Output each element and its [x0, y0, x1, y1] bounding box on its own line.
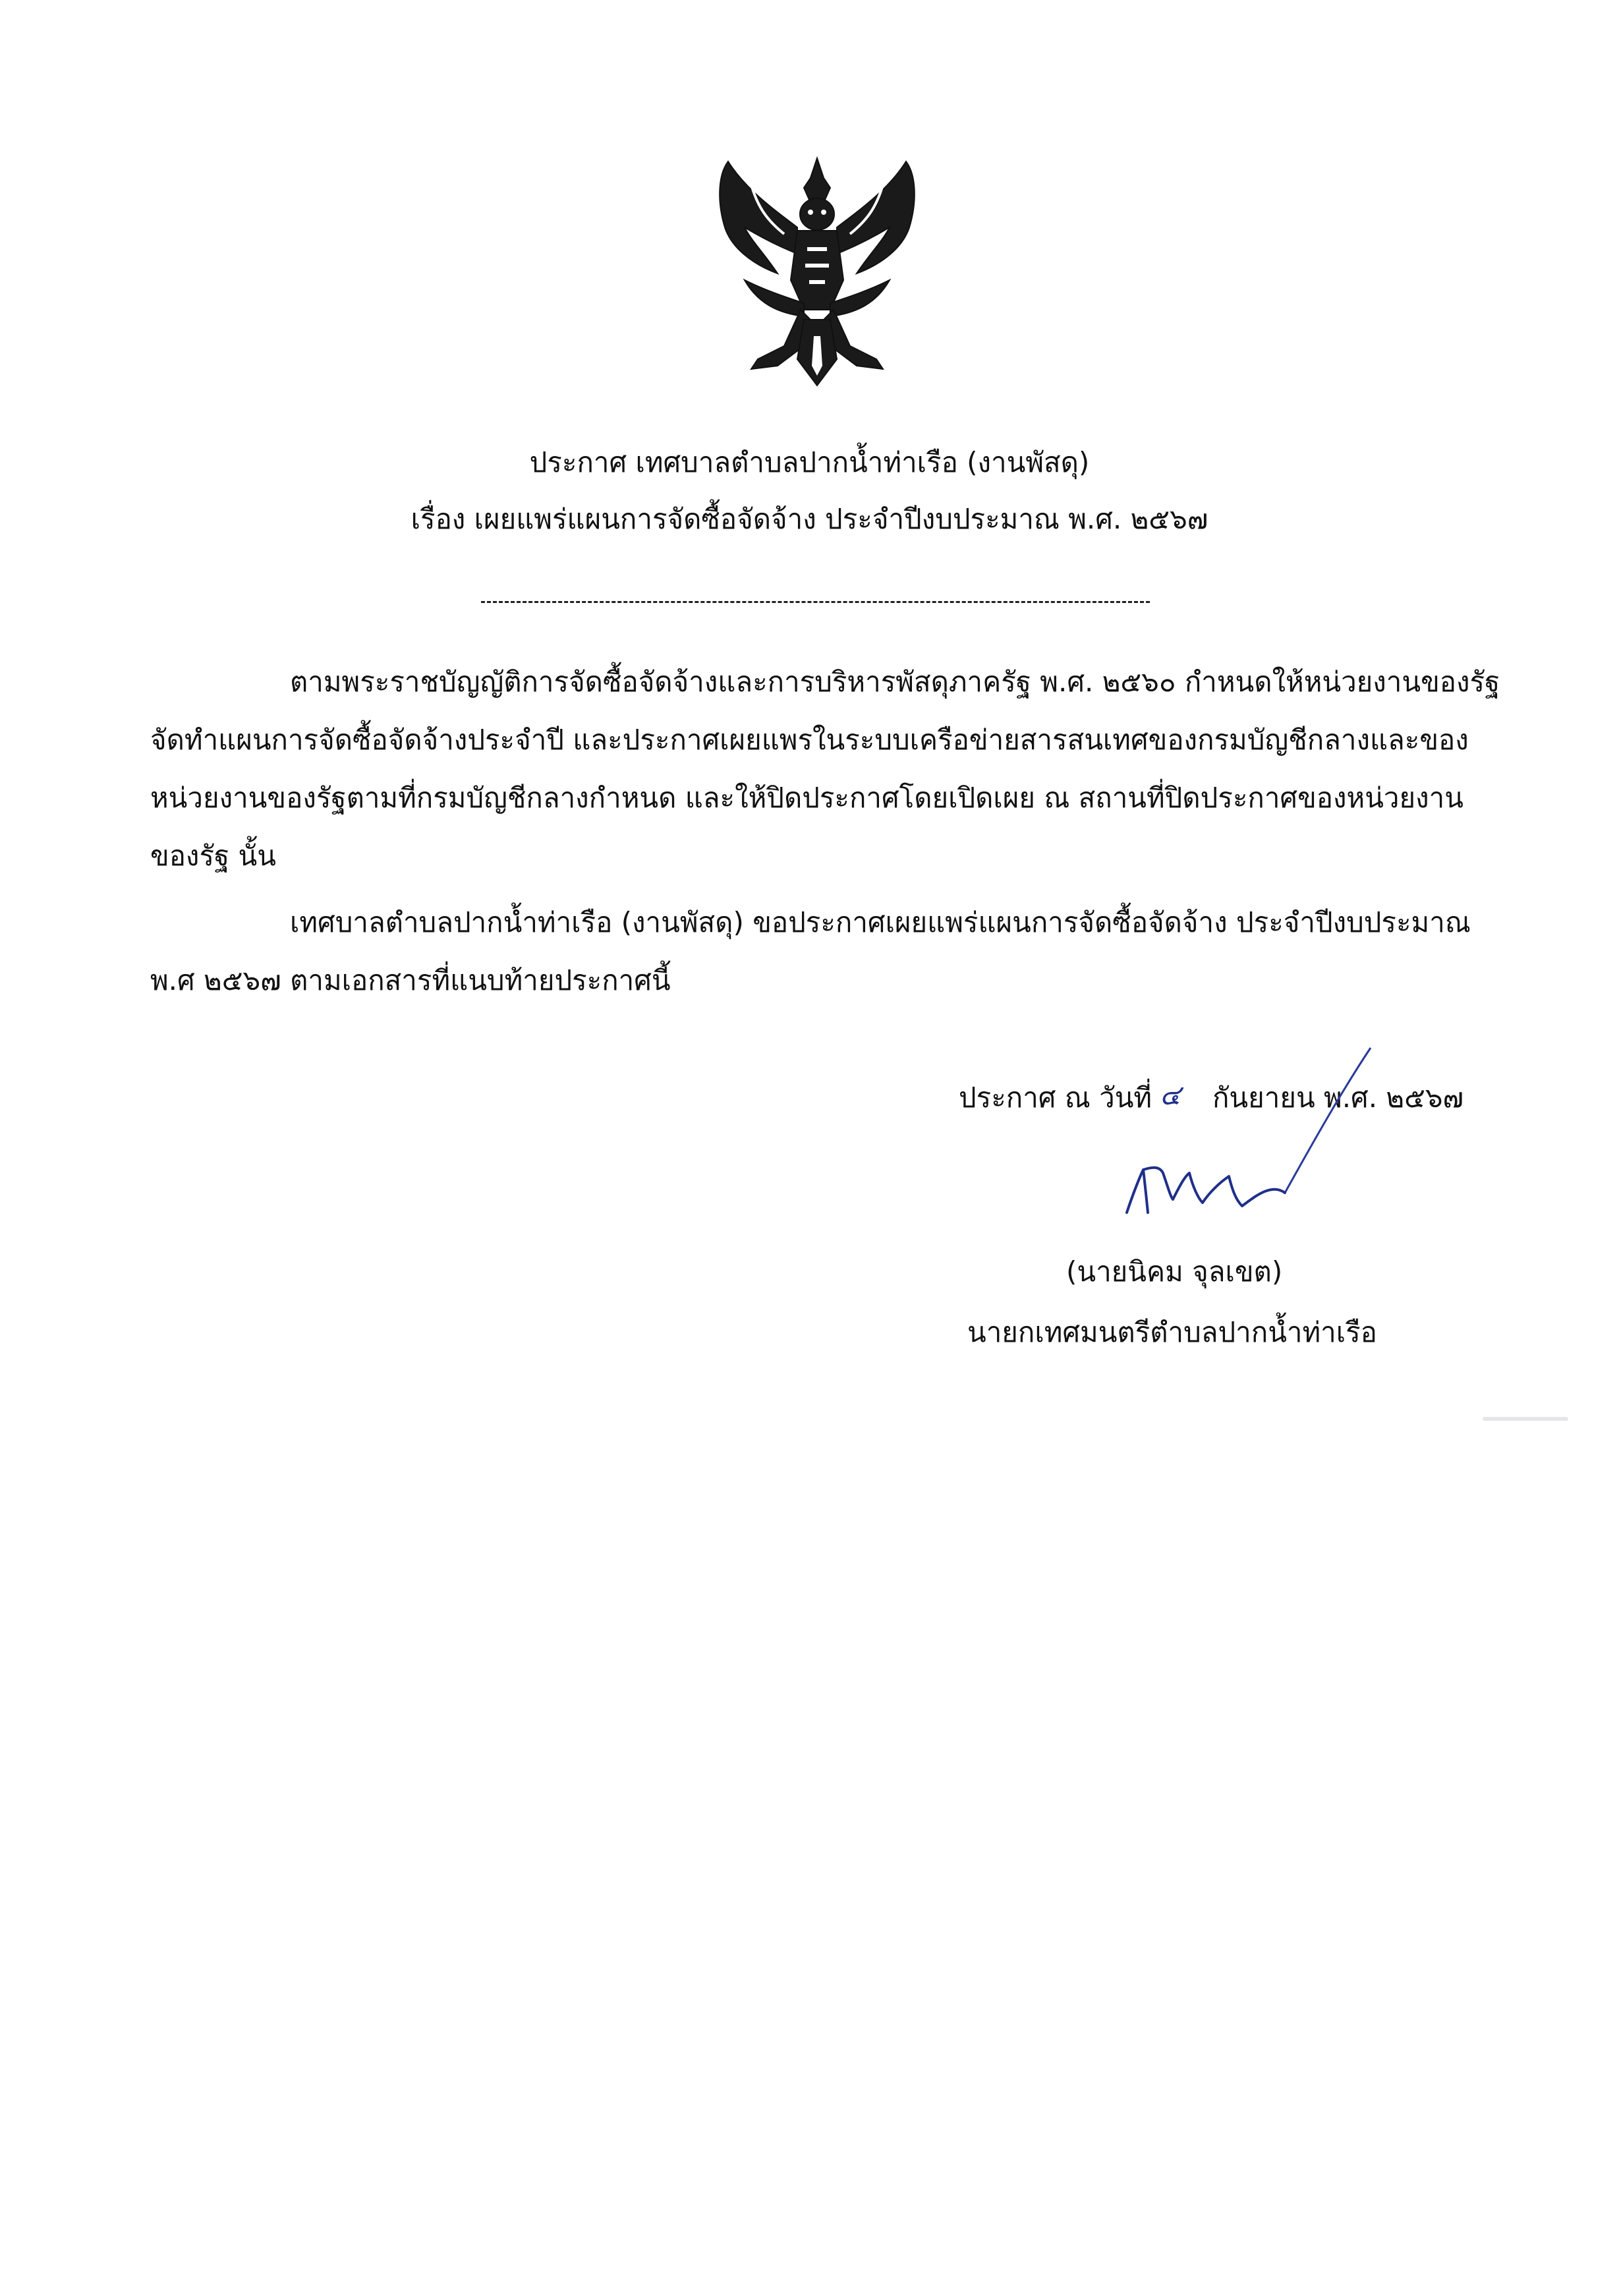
- paragraph-1-line-1: ตามพระราชบัญญัติการจัดซื้อจัดจ้างและการบริหารพัสดุภาครัฐ พ.ศ. ๒๕๖๐ กำหนดให้หน่วยงานของรัฐ: [290, 666, 1500, 698]
- paragraph-1-line-2: จัดทำแผนการจัดซื้อจัดจ้างประจำปี และประกาศเผยแพรในระบบเครือข่ายสารสนเทศของกรมบัญชีกลางและของ: [150, 724, 1469, 756]
- handwritten-day: ๔: [1160, 1079, 1181, 1111]
- handwritten-signature: [1107, 1035, 1410, 1232]
- paragraph-2-line-2: พ.ศ ๒๕๖๗ ตามเอกสารที่แนบท้ายประกาศนี้: [150, 964, 671, 996]
- announcement-subject: เรื่อง เผยแพร่แผนการจัดซื้อจัดจ้าง ประจำปีงบประมาณ พ.ศ. ๒๕๖๗: [411, 503, 1208, 535]
- date-prefix: ประกาศ ณ วันที่: [959, 1081, 1152, 1114]
- paragraph-1-line-4: ของรัฐ นั้น: [150, 840, 276, 872]
- announcement-title: ประกาศ เทศบาลตำบลปากน้ำท่าเรือ (งานพัสดุ): [529, 446, 1090, 478]
- paragraph-1-line-3: หน่วยงานของรัฐตามที่กรมบัญชีกลางกำหนด และให้ปิดประกาศโดยเปิดเผย ณ สถานที่ปิดประกาศของหน่วยงาน: [150, 782, 1463, 814]
- paragraph-2-line-1: เทศบาลตำบลปากน้ำท่าเรือ (งานพัสดุ) ขอประกาศเผยแพร่แผนการจัดซื้อจัดจ้าง ประจำปีงบประมาณ: [290, 906, 1471, 938]
- divider-line: [481, 601, 1150, 603]
- date-month-year: กันยายน พ.ศ. ๒๕๖๗: [1212, 1081, 1464, 1114]
- signatory-title: นายกเทศมนตรีตำบลปากน้ำท่าเรือ: [967, 1316, 1377, 1348]
- signatory-name: (นายนิคม จุลเขต): [1066, 1255, 1283, 1288]
- garuda-emblem-icon: [705, 148, 929, 392]
- scan-smudge: [1483, 1417, 1568, 1421]
